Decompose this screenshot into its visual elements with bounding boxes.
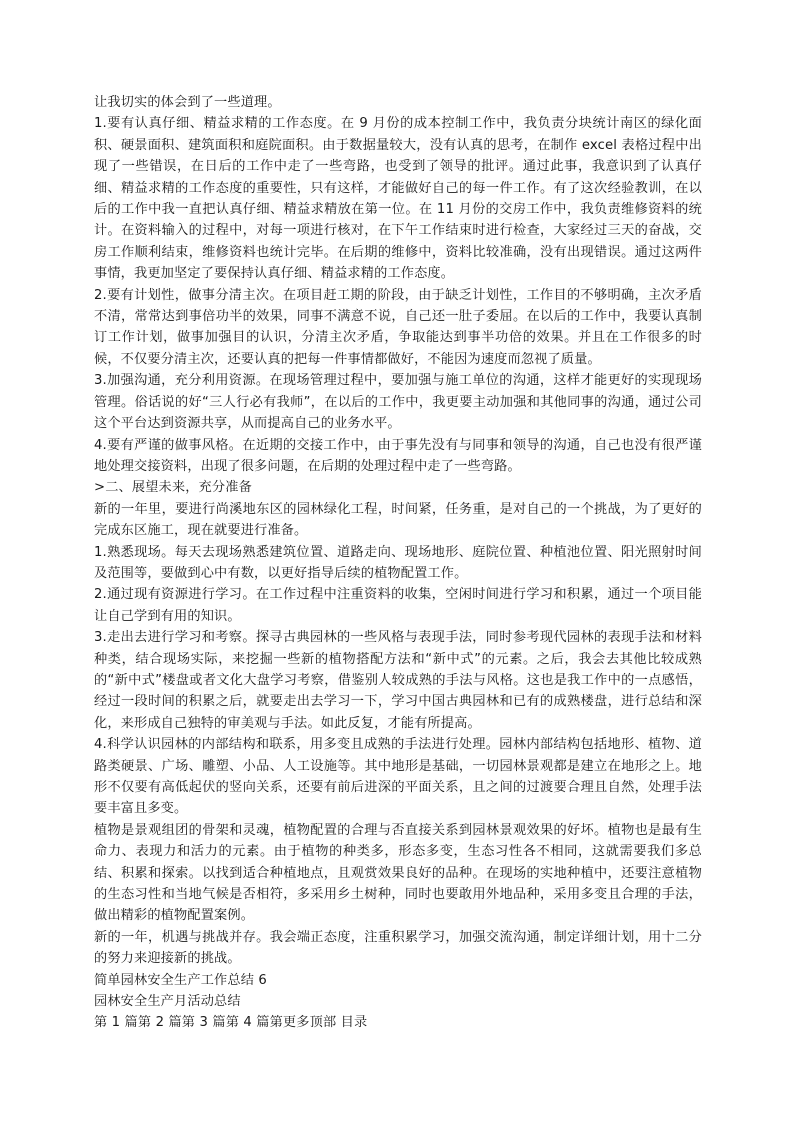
paragraph-point-2-planning: 2.要有计划性，做事分清主次。在项目赶工期的阶段，由于缺乏计划性，工作目的不够明确，主次矛盾不清，常常达到事倍功半的效果，同事不满意不说，自己还一肚子委屈。在以后的工作中，我要认真制订工作计划，做事加强目的认识，分清主次矛盾，争取能达到事半功倍的效果。并且在工作很多的时候，不仅要分清主次，还要认真的把每一件事情都做好，不能因为速度而忽视了质量。 [94, 287, 702, 367]
page-navigation-text: 第 1 篇第 2 篇第 3 篇第 4 篇第更多顶部 目录 [94, 1015, 368, 1031]
next-title-summary-6: 简单园林安全生产工作总结 6 [94, 972, 267, 988]
paragraph-point-4-rigor: 4.要有严谨的做事风格。在近期的交接工作中，由于事先没有与同事和领导的沟通，自己也没有很严谨地处理交接资料，出现了很多问题，在后期的处理过程中走了一些弯路。 [94, 437, 702, 474]
paragraph-conclusion: 新的一年，机遇与挑战并存。我会端正态度，注重积累学习，加强交流沟通，制定详细计划，用十二分的努力来迎接新的挑战。 [94, 929, 702, 967]
paragraph-prep-4-structure: 4.科学认识园林的内部结构和联系，用多变且成熟的手法进行处理。园林内部结构包括地形、植物、道路类硬景、广场、雕塑、小品、人工设施等。其中地形是基础，一切园林景观都是建立在地形之上。地形不仅要有高低起伏的竖向关系，还要有前后进深的平面关系，且之间的过渡要合理且自然，处理手法要丰富且多变。 [94, 737, 702, 817]
document-body [94, 92, 702, 1034]
paragraph-intro: 让我切实的体会到了一些道理。 [94, 95, 281, 110]
paragraph-new-year: 新的一年里，要进行尚溪地东区的园林绿化工程，时间紧，任务重，是对自己的一个挑战，为了更好的完成东区施工，现在就要进行准备。 [94, 501, 702, 539]
next-title-safety-month: 园林安全生产月活动总结 [94, 994, 241, 1010]
paragraph-point-3-communication: 3.加强沟通，充分利用资源。在现场管理过程中，要加强与施工单位的沟通，这样才能更好的实现现场管理。俗话说的好“三人行必有我师”，在以后的工作中，我更要主动加强和其他同事的沟通，通过公司这个平台达到资源共享，从而提高自己的业务水平。 [94, 373, 702, 432]
paragraph-plants: 植物是景观组团的骨架和灵魂，植物配置的合理与否直接关系到园林景观效果的好坏。植物也是最有生命力、表现力和活力的元素。由于植物的种类多，形态多变，生态习性各不相同，这就需要我们多总结、积累和探索。以找到适合种植地点，且观赏效果良好的品种。在现场的实地种植中，还要注意植物的生态习性和当地气候是否相符，多采用乡土树种，同时也要敢用外地品种，采用多变且合理的手法，做出精彩的植物配置案例。 [94, 822, 702, 924]
paragraph-prep-1-site: 1.熟悉现场。每天去现场熟悉建筑位置、道路走向、现场地形、庭院位置、种植池位置、阳光照射时间及范围等，要做到心中有数，以更好指导后续的植物配置工作。 [94, 544, 702, 581]
paragraph-point-1-careful: 1.要有认真仔细、精益求精的工作态度。在 9 月份的成本控制工作中，我负责分块统计南区的绿化面积、硬景面积、建筑面积和庭院面积。由于数据量较大，没有认真的思考，在制作 excel 表格过程中出现了一些错误，在日后的工作中走了一些弯路，也受到了领导的批评。通过此事，我意识到了认真仔细、精益求精的工作态度的重要性，只有这样，才能做好自己的每一件工作。有了这次经验教训，在以后的工作中我一直把认真仔细、精益求精放在第一位。在 11 月份的交房工作中，我负责维修资料的统计。在资料输入的过程中，对每一项进行核对，在下午工作结束时进行检查，大家经过三天的奋战，交房工作顺利结束，维修资料也统计完毕。在后期的维修中，资料比较准确，没有出现错误。通过这两件事情，我更加坚定了要保持认真仔细、精益求精的工作态度。 [94, 116, 702, 282]
paragraph-prep-3-study-tour: 3.走出去进行学习和考察。探寻古典园林的一些风格与表现手法，同时参考现代园林的表现手法和材料种类，结合现场实际，来挖掘一些新的植物搭配方法和“新中式”的元素。之后，我会去其他比较成熟的“新中式”楼盘或者文化大盘学习考察，借鉴别人较成熟的手法与风格。这也是我工作中的一点感悟，经过一段时间的积累之后，就要走出去学习一下，学习中国古典园林和已有的成熟楼盘，进行总结和深化，来形成自己独特的审美观与手法。如此反复，才能有所提高。 [94, 630, 702, 731]
paragraph-prep-2-learning: 2.通过现有资源进行学习。在工作过程中注重资料的收集，空闲时间进行学习和积累，通过一个项目能让自己学到有用的知识。 [94, 587, 702, 624]
section-heading-outlook: >二、展望未来，充分准备 [94, 480, 252, 496]
